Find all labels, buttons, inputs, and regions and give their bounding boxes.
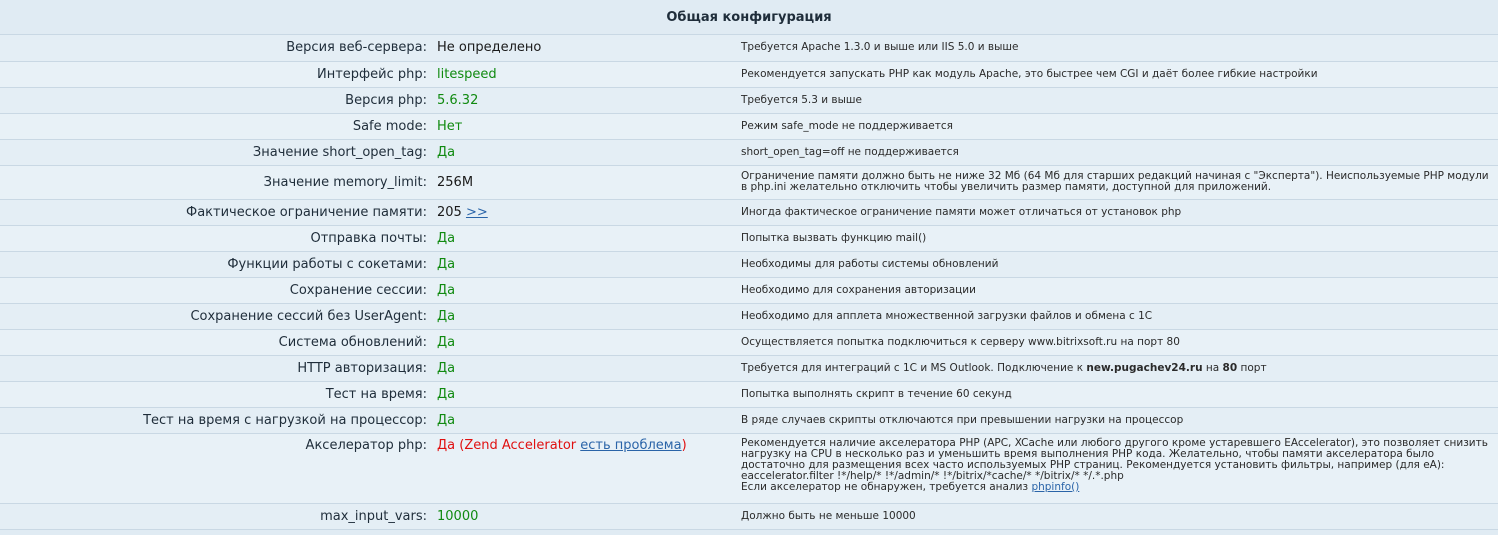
table-row (0, 355, 1498, 381)
config-table (0, 35, 1498, 530)
row-label: Фактическое ограничение памяти: (0, 199, 430, 225)
memory-value: 205 (437, 204, 462, 220)
note-text: порт (1237, 361, 1267, 374)
accelerator-status-close: ) (681, 437, 687, 453)
row-note: Попытка выполнять скрипт в течение 60 секунд (733, 381, 1498, 407)
problem-link[interactable]: есть проблема (580, 437, 682, 453)
note-text: Если акселератор не обнаружен, требуется анализ (741, 480, 1032, 493)
row-value: Да (430, 225, 733, 251)
row-note: Осуществляется попытка подключиться к серверу www.bitrixsoft.ru на порт 80 (733, 329, 1498, 355)
server-host: new.pugachev24.ru (1086, 361, 1203, 374)
table-row (0, 61, 1498, 87)
row-label: Тест на время: (0, 381, 430, 407)
row-value: Да (430, 139, 733, 165)
row-note: Требуется 5.3 и выше (733, 87, 1498, 113)
row-note (733, 355, 1498, 381)
row-note: Необходимо для сохранения авторизации (733, 277, 1498, 303)
row-note: Иногда фактическое ограничение памяти может отличаться от установок php (733, 199, 1498, 225)
row-value: litespeed (430, 61, 733, 87)
row-label: Тест на время с нагрузкой на процессор: (0, 407, 430, 433)
row-note: Ограничение памяти должно быть не ниже 32 Мб (64 Мб для старших редакций начиная с "Эксперта"). Неиспользуемые PHP модули в php.ini желательно отключить чтобы увеличить размер памяти, доступной для приложений. (733, 165, 1498, 199)
memory-details-link[interactable]: >> (465, 204, 488, 220)
table-row (0, 303, 1498, 329)
row-label: Версия php: (0, 87, 430, 113)
row-note: Необходимо для апплета множественной загрузки файлов и обмена с 1С (733, 303, 1498, 329)
row-label: Функции работы с сокетами: (0, 251, 430, 277)
note-text: на (1202, 361, 1223, 374)
row-label: HTTP авторизация: (0, 355, 430, 381)
row-value (430, 433, 733, 503)
table-row (0, 407, 1498, 433)
table-row (0, 503, 1498, 529)
note-text: Требуется для интеграций с 1С и MS Outlook. Подключение к (741, 361, 1087, 374)
phpinfo-link[interactable]: phpinfo() (1031, 480, 1080, 493)
row-note: Рекомендуется запускать PHP как модуль Apache, это быстрее чем CGI и даёт более гибкие настройки (733, 61, 1498, 87)
row-value: Нет (430, 113, 733, 139)
row-value: 256M (430, 165, 733, 199)
row-label: Сохранение сессий без UserAgent: (0, 303, 430, 329)
row-value: 5.6.32 (430, 87, 733, 113)
table-row (0, 251, 1498, 277)
row-value: Да (430, 355, 733, 381)
table-row (0, 139, 1498, 165)
row-note: Необходимы для работы системы обновлений (733, 251, 1498, 277)
row-note: Попытка вызвать функцию mail() (733, 225, 1498, 251)
row-label: Значение memory_limit: (0, 165, 430, 199)
row-label: Значение short_open_tag: (0, 139, 430, 165)
table-row (0, 277, 1498, 303)
row-note: Режим safe_mode не поддерживается (733, 113, 1498, 139)
row-label: Система обновлений: (0, 329, 430, 355)
row-value: 10000 (430, 503, 733, 529)
row-label: Акселератор php: (0, 433, 430, 503)
row-value: Да (430, 329, 733, 355)
table-row (0, 329, 1498, 355)
row-label: Safe mode: (0, 113, 430, 139)
table-row (0, 433, 1498, 503)
table-row (0, 113, 1498, 139)
row-note: short_open_tag=off не поддерживается (733, 139, 1498, 165)
row-label: max_input_vars: (0, 503, 430, 529)
table-row (0, 87, 1498, 113)
row-label: Отправка почты: (0, 225, 430, 251)
row-value: Да (430, 407, 733, 433)
row-label: Версия веб-сервера: (0, 35, 430, 61)
server-port: 80 (1222, 361, 1238, 374)
row-value: Да (430, 251, 733, 277)
row-label: Интерфейс php: (0, 61, 430, 87)
table-row (0, 381, 1498, 407)
table-row (0, 225, 1498, 251)
row-note (733, 433, 1498, 503)
row-value: Да (430, 277, 733, 303)
table-row (0, 165, 1498, 199)
accelerator-note: Рекомендуется наличие акселератора PHP (APC, XCache или любого другого кроме устаревшего EAccelerator), это позволяет снизить нагрузку на CPU в несколько раз и уменьшить время выполнения PHP кода. Желательно, чтобы памяти акселератора было достаточно для размещения всех часто используемых PHP страниц. Рекомендуется установить фильтры, например (для eA): eaccelerator.filter !*/help/* !*/admin/* !*/bitrix/*cache/* */bitrix/* */.*.php (741, 436, 1488, 482)
accelerator-note-2 (741, 482, 1492, 493)
row-value: Да (430, 381, 733, 407)
row-value: Да (430, 303, 733, 329)
accelerator-status: Да (Zend Accelerator (437, 437, 581, 453)
table-row (0, 199, 1498, 225)
row-value (430, 199, 733, 225)
row-note: Должно быть не меньше 10000 (733, 503, 1498, 529)
row-value: Не определено (430, 35, 733, 61)
table-row (0, 35, 1498, 61)
section-title: Общая конфигурация (0, 0, 1498, 35)
row-note: В ряде случаев скрипты отключаются при превышении нагрузки на процессор (733, 407, 1498, 433)
row-note: Требуется Apache 1.3.0 и выше или IIS 5.0 и выше (733, 35, 1498, 61)
row-label: Сохранение сессии: (0, 277, 430, 303)
